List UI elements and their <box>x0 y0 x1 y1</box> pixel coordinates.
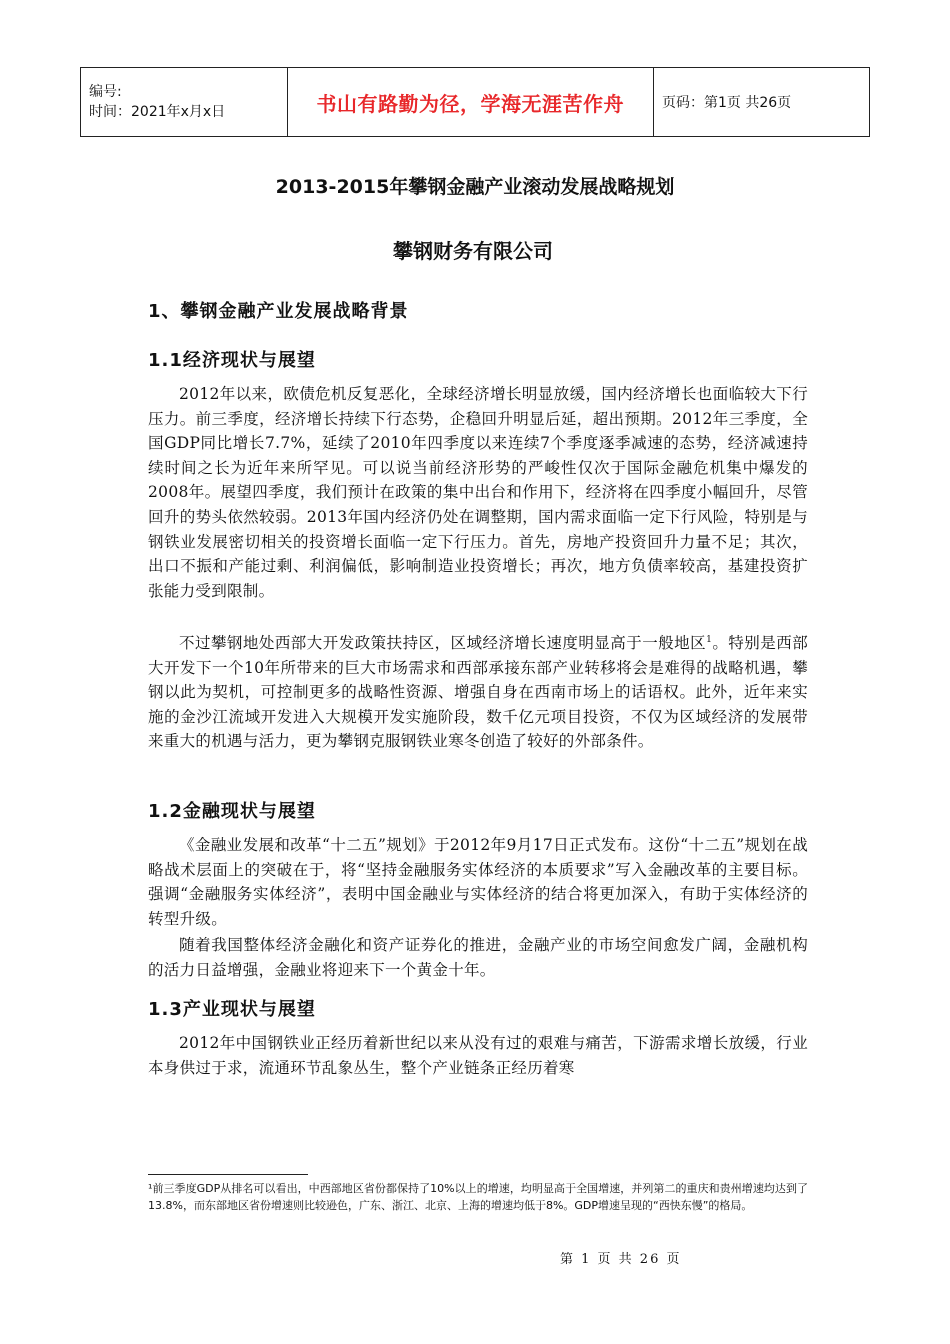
page-footer: 第 1 页 共 26 页 <box>560 1252 682 1267</box>
document-header <box>80 67 870 137</box>
subsection-heading-1-1: 1.1经济现状与展望 <box>148 350 316 371</box>
footnote-divider <box>148 1174 308 1175</box>
header-meta <box>81 68 288 137</box>
subsection-heading-1-3: 1.3产业现状与展望 <box>148 999 316 1020</box>
section-heading-1: 1、攀钢金融产业发展战略背景 <box>148 301 409 322</box>
header-motto: 书山有路勤为径，学海无涯苦作舟 <box>287 68 653 137</box>
document-number-label: 编号: <box>89 84 122 100</box>
paragraph-western-region <box>148 631 808 754</box>
paragraph-western-region-part1: 不过攀钢地处西部大开发政策扶持区，区域经济增长速度明显高于一般地区 <box>179 634 707 652</box>
paragraph-finance-outlook: 随着我国整体经济金融化和资产证券化的推进，金融产业的市场空间愈发广阔，金融机构的活力日益增强，金融业将迎来下一个黄金十年。 <box>148 936 808 979</box>
header-page-info: 页码：第1页 共26页 <box>654 68 870 137</box>
paragraph-economy: 2012年以来，欧债危机反复恶化，全球经济增长明显放缓，国内经济增长也面临较大下行压力。前三季度，经济增长持续下行态势，企稳回升明显后延，超出预期。2012年三季度，全国GDP同比增长7.7%，延续了2010年四季度以来连续7个季度逐季减速的态势，经济减速持续时间之长为近年来所罕见。可以说当前经济形势的严峻性仅次于国际金融危机集中爆发的2008年。展望四季度，我们预计在政策的集中出台和作用下，经济将在四季度小幅回升，尽管回升的势头依然较弱。2013年国内经济仍处在调整期，国内需求面临一定下行风险，特别是与钢铁业发展密切相关的投资增长面临一定下行压力。首先，房地产投资回升力量不足；其次，出口不振和产能过剩、利润偏低，影响制造业投资增长；再次，地方负债率较高，基建投资扩张能力受到限制。 <box>148 385 808 600</box>
footnote-ref[interactable]: 1 <box>706 634 713 645</box>
company-name: 攀钢财务有限公司 <box>393 239 553 263</box>
document-time: 时间：2021年x月x日 <box>89 104 226 120</box>
subsection-heading-1-2: 1.2金融现状与展望 <box>148 801 316 822</box>
document-title: 2013-2015年攀钢金融产业滚动发展战略规划 <box>275 176 675 198</box>
paragraph-finance-plan: 《金融业发展和改革“十二五”规划》于2012年9月17日正式发布。这份“十二五”规划在战略战术层面上的突破在于，将“坚持金融服务实体经济的本质要求”写入金融改革的主要目标。强调“金融服务实体经济”，表明中国金融业与实体经济的结合将更加深入，有助于实体经济的转型升级。 <box>148 836 808 928</box>
paragraph-industry: 2012年中国钢铁业正经历着新世纪以来从没有过的艰难与痛苦，下游需求增长放缓，行业本身供过于求，流通环节乱象丛生，整个产业链条正经历着寒 <box>148 1034 808 1077</box>
footnote-text: ¹前三季度GDP从排名可以看出，中西部地区省份都保持了10%以上的增速，均明显高于全国增速，并列第二的重庆和贵州增速均达到了13.8%，而东部地区省份增速则比较逊色，广东、浙江、北京、上海的增速均低于8%。GDP增速呈现的“西快东慢”的格局。 <box>148 1182 808 1212</box>
paragraph-western-region-part2: 。特别是西部大开发下一个10年所带来的巨大市场需求和西部承接东部产业转移将会是难得的战略机遇，攀钢以此为契机，可控制更多的战略性资源、增强自身在西南市场上的话语权。此外，近年来实施的金沙江流域开发进入大规模开发实施阶段，数千亿元项目投资，不仅为区域经济的发展带来重大的机遇与活力，更为攀钢克服钢铁业寒冬创造了较好的外部条件。 <box>148 634 808 751</box>
